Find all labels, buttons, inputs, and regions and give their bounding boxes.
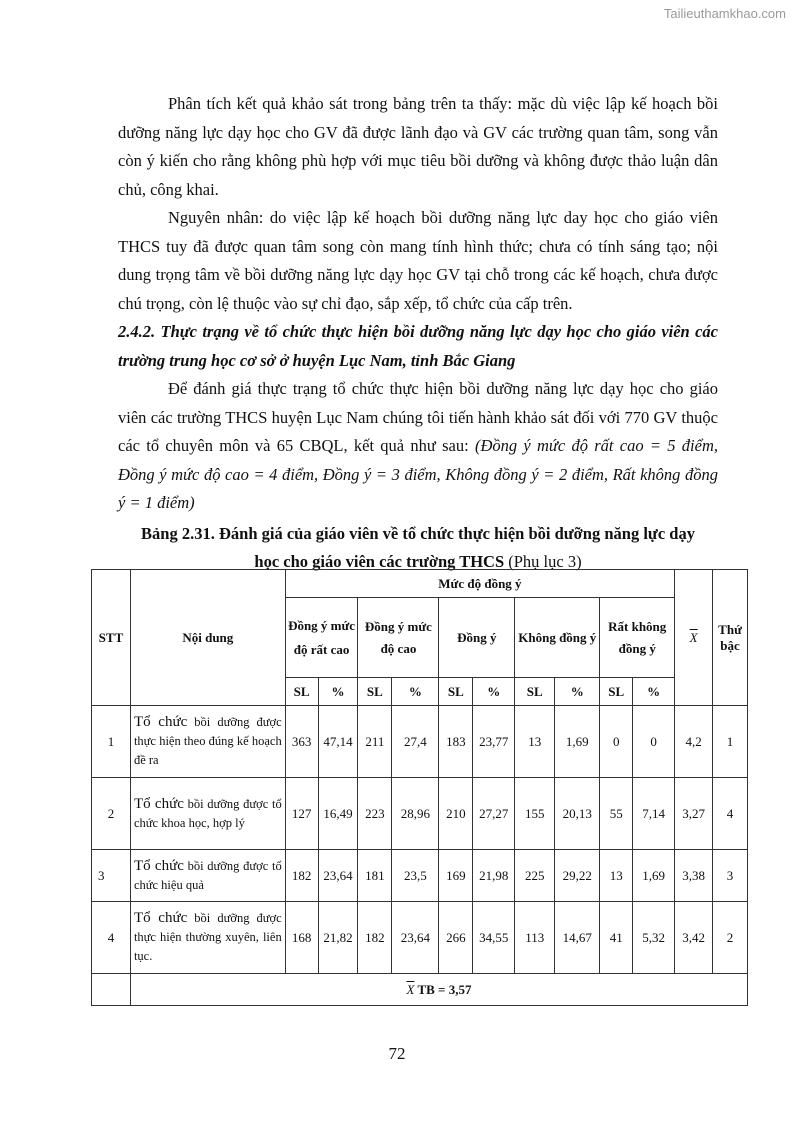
cell-value: 182 (285, 850, 318, 902)
header-level-3: Đồng ý (439, 598, 515, 678)
cell-value: 223 (358, 778, 392, 850)
cell-value: 23,64 (318, 850, 358, 902)
cell-value: 169 (439, 850, 473, 902)
cell-value: 182 (358, 902, 392, 974)
cell-value: 225 (515, 850, 555, 902)
row-stt: 1 (92, 706, 131, 778)
header-sl: SL (515, 678, 555, 706)
table-row (92, 850, 748, 902)
row-stt: 2 (92, 778, 131, 850)
table-row (92, 902, 748, 974)
cell-value: 27,4 (392, 706, 439, 778)
row-content-lead: Tổ chức (133, 714, 188, 730)
cell-value: 13 (600, 850, 633, 902)
row-content (130, 706, 285, 778)
cell-value: 1,69 (555, 706, 600, 778)
row-stt: 4 (92, 902, 131, 974)
header-pct: % (633, 678, 675, 706)
cell-value: 27,27 (473, 778, 515, 850)
cell-value: 211 (358, 706, 392, 778)
cell-value: 41 (600, 902, 633, 974)
body-text (118, 90, 718, 576)
row-content (130, 850, 285, 902)
scale-note: (Đồng ý mức độ rất cao = 5 điểm, Đồng ý mức độ cao = 4 điểm, Đồng ý = 3 điểm, Không đồng ý = 2 điểm, Rất không đồng ý = 1 điểm) (118, 436, 718, 512)
cell-value: 210 (439, 778, 473, 850)
header-sl: SL (285, 678, 318, 706)
cell-mean: 3,27 (675, 778, 713, 850)
row-content-rest: bồi dưỡng được thực hiện theo đúng kế hoạch đề ra (133, 715, 282, 767)
cell-rank: 4 (713, 778, 748, 850)
header-sl: SL (439, 678, 473, 706)
header-stt: STT (92, 570, 131, 706)
cell-mean: 3,42 (675, 902, 713, 974)
paragraph-cause: Nguyên nhân: do việc lập kế hoạch bồi dưỡng năng lực day học cho giáo viên THCS tuy đã được quan tâm song còn mang tính hình thức; chưa có tính sáng tạo; nội dung trọng tâm về bồi dưỡng năng lực dạy học GV tại chỗ trong các kế hoạch, chưa được chú trọng, còn lệ thuộc vào sự chỉ đạo, sắp xếp, tổ chức của cấp trên. (118, 208, 718, 313)
cell-rank: 3 (713, 850, 748, 902)
paragraph-survey (118, 375, 718, 518)
cell-value: 266 (439, 902, 473, 974)
footer-mean (130, 974, 747, 1006)
header-pct: % (392, 678, 439, 706)
header-pct: % (473, 678, 515, 706)
row-stt: 3 (92, 850, 131, 902)
cell-rank: 2 (713, 902, 748, 974)
cell-value: 28,96 (392, 778, 439, 850)
cell-value: 21,82 (318, 902, 358, 974)
cell-value: 23,77 (473, 706, 515, 778)
cell-value: 21,98 (473, 850, 515, 902)
header-level-1: Rất không đồng ý (600, 598, 675, 678)
cell-value: 7,14 (633, 778, 675, 850)
cell-value: 34,55 (473, 902, 515, 974)
header-pct: % (555, 678, 600, 706)
row-content-rest: bồi dưỡng được tổ chức hiệu quả (133, 858, 282, 892)
footer-empty-cell (92, 974, 131, 1006)
footer-mean-symbol: $\overline{X}$ (406, 981, 415, 997)
survey-table (91, 569, 748, 1006)
row-content (130, 902, 285, 974)
cell-value: 181 (358, 850, 392, 902)
cell-value: 29,22 (555, 850, 600, 902)
caption-appendix: (Phụ lục 3) (504, 551, 582, 571)
cell-mean: 3,38 (675, 850, 713, 902)
row-content-lead: Tổ chức (133, 795, 184, 812)
cell-value: 0 (633, 706, 675, 778)
footer-mean-label: TB = 3,57 (414, 981, 472, 997)
header-level-5: Đồng ý mức độ rất cao (285, 598, 358, 678)
header-level-4: Đồng ý mức độ cao (358, 598, 439, 678)
cell-value: 13 (515, 706, 555, 778)
table-caption-line1: Bảng 2.31. Đánh giá của giáo viên về tổ chức thực hiện bồi dưỡng năng lực dạy (141, 523, 695, 543)
table-row (92, 778, 748, 850)
header-rank: Thứ bậc (713, 570, 748, 706)
cell-value: 47,14 (318, 706, 358, 778)
table-row (92, 706, 748, 778)
cell-value: 5,32 (633, 902, 675, 974)
survey-text: Để đánh giá thực trạng tổ chức thực hiện bồi dưỡng năng lực dạy học cho giáo viên các trường THCS huyện Lục Nam chúng tôi tiến hành khảo sát đối với 770 GV thuộc các tổ chuyên môn và 65 CBQL, kết quả như sau: (118, 379, 718, 455)
header-sl: SL (600, 678, 633, 706)
table-footer-row (92, 974, 748, 1006)
cell-mean: 4,2 (675, 706, 713, 778)
cell-rank: 1 (713, 706, 748, 778)
cell-value: 14,67 (555, 902, 600, 974)
cell-value: 23,64 (392, 902, 439, 974)
row-content (130, 778, 285, 850)
header-content: Nội dung (130, 570, 285, 706)
header-mean (675, 570, 713, 706)
row-content-rest: bồi dưỡng được thực hiện thường xuyên, liên tục. (133, 911, 282, 963)
cell-value: 168 (285, 902, 318, 974)
cell-value: 183 (439, 706, 473, 778)
header-pct: % (318, 678, 358, 706)
cell-value: 113 (515, 902, 555, 974)
caption-title: học cho giáo viên các trường THCS (254, 551, 505, 571)
cell-value: 363 (285, 706, 318, 778)
cell-value: 0 (600, 706, 633, 778)
section-heading: 2.4.2. Thực trạng về tổ chức thực hiện bồi dưỡng năng lực dạy học cho giáo viên các trường trung học cơ sở ở huyện Lục Nam, tỉnh Bắc Giang (118, 322, 718, 370)
cell-value: 1,69 (633, 850, 675, 902)
cell-value: 23,5 (392, 850, 439, 902)
header-level-2: Không đồng ý (515, 598, 600, 678)
cell-value: 20,13 (555, 778, 600, 850)
cell-value: 127 (285, 778, 318, 850)
row-content-rest: bồi dưỡng được tổ chức khoa học, hợp lý (133, 796, 282, 830)
row-content-lead: Tổ chức (133, 857, 184, 874)
row-content-lead: Tổ chức (133, 910, 188, 926)
cell-value: 16,49 (318, 778, 358, 850)
mean-symbol: $\overline{X}$ (689, 629, 698, 645)
page-number: 72 (388, 1044, 406, 1063)
cell-value: 55 (600, 778, 633, 850)
watermark: Tailieuthamkhao.com (663, 6, 786, 21)
header-level: Mức độ đồng ý (285, 570, 674, 598)
paragraph-analysis: Phân tích kết quả khảo sát trong bảng trên ta thấy: mặc dù việc lập kế hoạch bồi dưỡng năng lực dạy học cho GV đã được lãnh đạo và GV các trường quan tâm, song vẫn còn ý kiến cho rằng không phù hợp với mục tiêu bồi dưỡng và không được thảo luận dân chủ, công khai. (118, 94, 718, 199)
cell-value: 155 (515, 778, 555, 850)
header-sl: SL (358, 678, 392, 706)
